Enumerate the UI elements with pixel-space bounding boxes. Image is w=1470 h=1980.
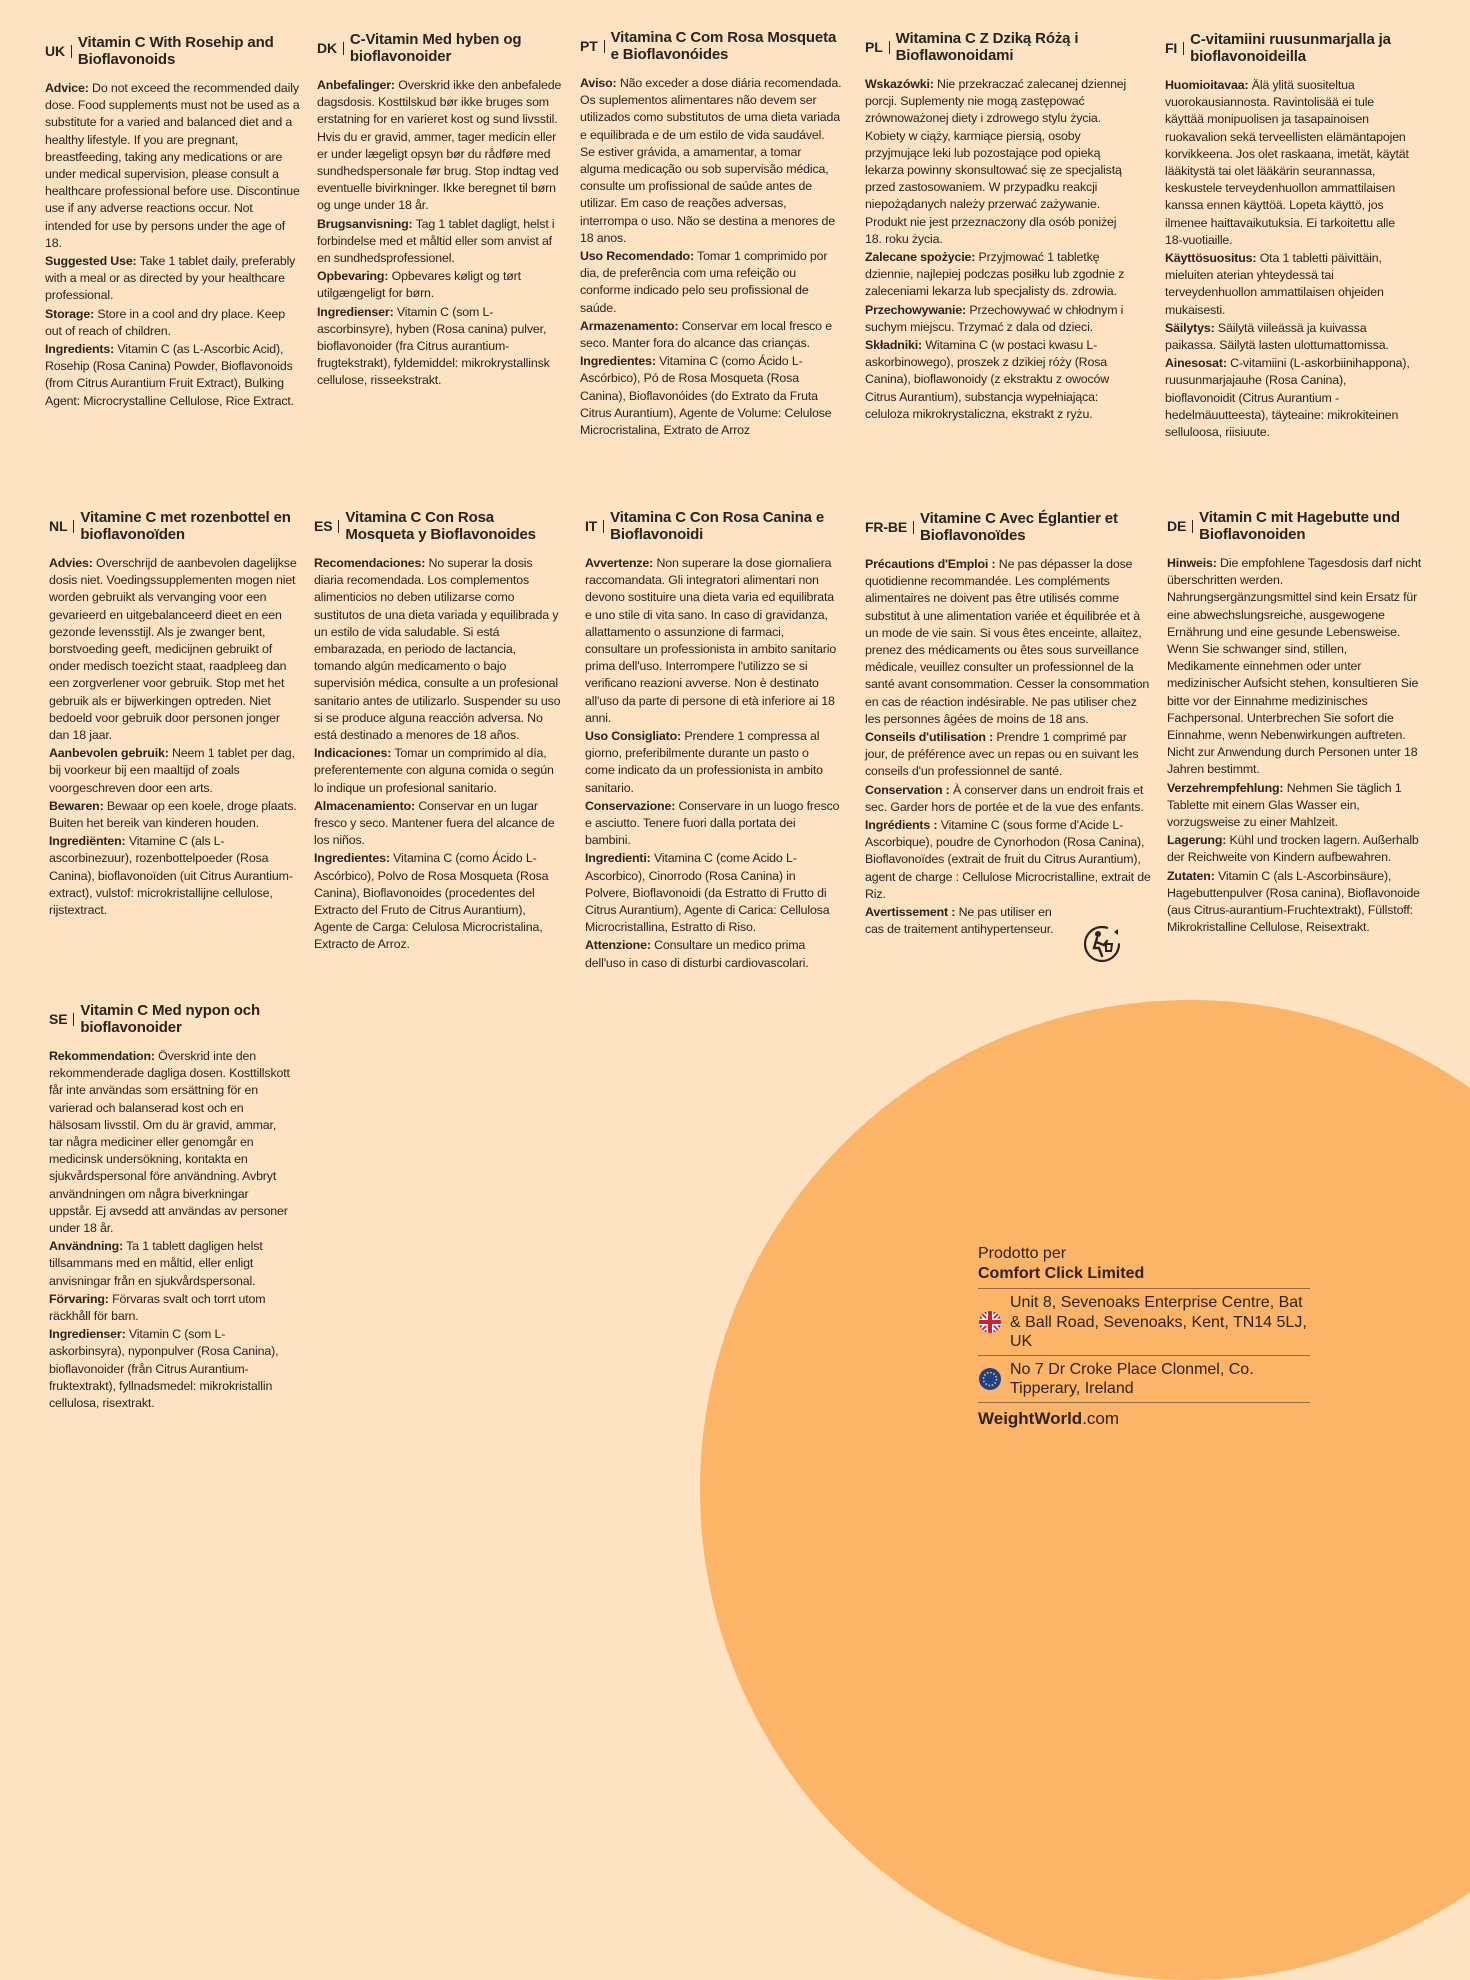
panel-title: Vitamina C Com Rosa Mosqueta e Bioflavonóides — [610, 29, 837, 63]
panel-header — [1165, 31, 1415, 65]
panel-header — [49, 1002, 293, 1036]
advice-paragraph: Huomioitavaa: Älä ylitä suositeltua vuorokausiannosta. Ravintolisää ei tule käyttää monipuolisen ja tasapainoisen ruokavalion sekä terveellisten elämäntapojen korvikkeena. Jos olet raskaana, imetät, käytät lääkitystä tai olet lääkärin seurannassa, keskustele terveydenhuollon ammattilaisen kanssa ennen käyttöä. Lopeta käyttö, jos ilmenee haittavaikutuksia. Ei tarkoitettu alle 18-vuotiaille. — [1165, 78, 1409, 247]
usage-paragraph: Käyttösuositus: Ota 1 tabletti päivittäin, mieluiten aterian yhteydessä tai terveydenhuollon ammattilaisen ohjeiden mukaisesti. — [1165, 251, 1384, 317]
storage-paragraph: Säilytys: Säilytä viileässä ja kuivassa paikassa. Säilytä lasten ulottumattomissa. — [1165, 320, 1389, 353]
advice-paragraph: Advies: Overschrijd de aanbevolen dagelijkse dosis niet. Voedingssupplementen mogen niet worden gebruikt als vervanging voor een gevarieerd en uitgebalanceerd dieet en een gezonde levensstijl. Als je zwanger bent, borstvoeding geeft, medicijnen gebruikt of onder medisch toezicht staat, raadpleeg dan een zorgverlener voor gebruik. Stop met het gebruik als er bijwerkingen optreden. Niet bedoeld voor gebruik door personen jonger dan 18 jaar. — [49, 556, 297, 743]
storage-paragraph: Lagerung: Kühl und trocken lagern. Außerhalb der Reichweite von Kindern aufbewahren. — [1167, 833, 1419, 865]
country-code: NL — [49, 520, 74, 533]
usage-paragraph: Uso Consigliato: Prendere 1 compressa al giorno, preferibilmente durante un pasto o come indicato da un professionista in ambito sanitario. — [585, 729, 823, 795]
ingredients-paragraph: Zutaten: Vitamin C (als L-Ascorbinsäure), Hagebuttenpulver (Rosa canina), Bioflavonoide (aus Citrus-aurantium-Fruchtextrakt), Füllstoff: Mikrokristalline Cellulose, Reisextrakt. — [1167, 868, 1420, 935]
country-code: UK — [45, 45, 72, 58]
panel-header — [580, 29, 842, 63]
usage-paragraph: Uso Recomendado: Tomar 1 comprimido por dia, de preferência com uma refeição ou conforme indicado pelo seu profissional de saúde. — [580, 249, 828, 315]
uk-flag-icon — [978, 1310, 1002, 1334]
made-by-label: Prodotto per — [978, 1245, 1067, 1262]
ie-address-block — [978, 1355, 1310, 1402]
advice-paragraph: Recomendaciones: No superar la dosis diaria recomendada. Los complementos alimenticios no deben utilizarse como sustitutos de una dieta variada y equilibrada y un estilo de vida saludable. Si está embarazada, en periodo de lactancia, tomando algún medicamento o bajo supervisión médica, consulte a un profesional sanitario antes de utilizarlo. Suspender su uso si se produce alguna reacción adversa. No está destinado a menores de 18 años. — [314, 556, 561, 743]
usage-paragraph: Användning: Ta 1 tablett dagligen helst tillsammans med en måltid, eller enligt anvisningar från en sjukvårdspersonal. — [49, 1239, 263, 1288]
advice-paragraph: Wskazówki: Nie przekraczać zalecanej dziennej porcji. Suplementy nie mogą zastępować zrównoważonej diety i zdrowego stylu życia. Kobiety w ciąży, karmiące piersią, osoby przyjmujące leki lub pozostające pod opieką lekarza powinny skonsultować się ze specjalistą przed zastosowaniem. W przypadku reakcji niepożądanych należy przerwać zażywanie. Produkt nie jest przeznaczony dla osób poniżej 18. roku życia. — [865, 77, 1127, 246]
advice-paragraph: Avvertenze: Non superare la dose giornaliera raccomandata. Gli integratori alimentari non devono sostituire una dieta varia ed equilibrata e uno stile di vita sano. In caso di gravidanza, allattamento o assunzione di farmaci, consultare un professionista in ambito sanitario prima dell'uso. Interrompere l'utilizzo se si verificano reazioni avverse. Non è destinato all'uso da parte di persone di età inferiore ai 18 anni. — [585, 556, 837, 725]
advice-paragraph: Advice: Do not exceed the recommended daily dose. Food supplements must not be used as a substitute for a varied and balanced diet and a healthy lifestyle. If you are pregnant, breastfeeding, taking any medications or are under medical supervision, please consult a healthcare professional before use. Discontinue use if any adverse reactions occur. Not intended for use by persons under the age of 18. — [45, 81, 300, 250]
storage-paragraph: Conservazione: Conservare in un luogo fresco e asciutto. Tenere fuori dalla portata dei bambini. — [585, 798, 840, 848]
usage-paragraph: Verzehrempfehlung: Nehmen Sie täglich 1 Tablette mit einem Glas Wasser ein, vorzugsweise zu einer Mahlzeit. — [1167, 780, 1402, 830]
ingredients-paragraph: Ingredientes: Vitamina C (como Ácido L-Ascórbico), Polvo de Rosa Mosqueta (Rosa Canina), Bioflavonoides (procedentes del Extracto del Fruto de Citrus Aurantium), Agente de Carga: Celulosa Microcristalina, Extracto de Arroz. — [314, 851, 549, 952]
uk-address: Unit 8, Sevenoaks Enterprise Centre, Bat & Ball Road, Sevenoaks, Kent, TN14 5LJ, UK — [1010, 1294, 1307, 1350]
country-code: FR-BE — [865, 521, 914, 534]
panel-pl — [865, 30, 1133, 424]
ingredients-paragraph: Ingredientes: Vitamina C (como Ácido L-Ascórbico), Pó de Rosa Mosqueta (Rosa Canina), Bioflavonóides (do Extrato da Fruta Citrus Aurantium), Agente de Volume: Celulose Microcristalina, Extrato de Arroz — [580, 354, 832, 438]
storage-paragraph: Bewaren: Bewaar op een koele, droge plaats. Buiten het bereik van kinderen houden. — [49, 798, 297, 831]
ingredients-paragraph: Ainesosat: C-vitamiini (L-askorbiinihappona), ruusunmarjajauhe (Rosa Canina), bioflavonoidit (Citrus Aurantium -hedelmäuutteesta), täyteaine: mikrokiteinen selluloosa, riisiuute. — [1165, 356, 1410, 440]
panel-header — [865, 30, 1133, 64]
panel-fr-be — [865, 510, 1151, 939]
panel-header — [317, 31, 567, 65]
advice-paragraph: Rekommendation: Överskrid inte den rekommenderade dagliga dosen. Kosttillskott får inte användas som ersättning för en varierad och balanserad kost och en hälsosam livsstil. Om du är gravid, ammar, tar några mediciner eller genomgår en medicinsk undersökning, kontakta en sjukvårdspersonal före användning. Avbryt användningen om några biverkningar uppstår. Ej avsedd att användas av personer under 18 år. — [49, 1049, 290, 1236]
storage-paragraph: Opbevaring: Opbevares køligt og tørt utilgængeligt for børn. — [317, 269, 521, 301]
ingredients-paragraph: Składniki: Witamina C (w postaci kwasu L-askorbinowego), proszek z dzikiej róży (Rosa Canina), bioflawonoidy (z ekstraktu z owoców Citrus Aurantium), substancja wypełniająca: celuloza mikrokrystaliczna, ekstrakt z ryżu. — [865, 338, 1110, 421]
panel-header — [45, 34, 300, 68]
advice-paragraph: Hinweis: Die empfohlene Tagesdosis darf nicht überschritten werden. Nahrungsergänzungsmittel sind kein Ersatz für eine abwechslungsreiche, ausgewogene Ernährung und eine gesunde Lebensweise. Wenn Sie schwanger sind, stillen, Medikamente einnehmen oder unter medizinischer Aufsicht stehen, konsultieren Sie bitte vor der Einnahme medizinisches Fachpersonal. Unterbrechen Sie sofort die Einnahme, wenn Nebenwirkungen auftreten. Nicht zur Anwendung durch Personen unter 18 Jahren bestimmt. — [1167, 556, 1422, 777]
storage-paragraph: Förvaring: Förvaras svalt och torrt utom räckhåll för barn. — [49, 1291, 266, 1324]
panel-header — [314, 509, 564, 543]
usage-paragraph: Indicaciones: Tomar un comprimido al día, preferentemente con alguna comida o según lo indique un profesional sanitario. — [314, 746, 554, 795]
panel-fi — [1165, 31, 1415, 442]
panel-uk — [45, 34, 300, 411]
usage-paragraph: Brugsanvisning: Tag 1 tablet dagligt, helst i forbindelse med et måltid eller som anvist af en sundhedsprofessionel. — [317, 216, 555, 266]
panel-header — [865, 510, 1151, 544]
storage-paragraph: Almacenamiento: Conservar en un lugar fresco y seco. Mantener fuera del alcance de los niños. — [314, 798, 555, 848]
ingredients-paragraph: Ingrediënten: Vitamine C (als L-ascorbinezuur), rozenbottelpoeder (Rosa Canina), bioflavonoïden (uit Citrus Aurantium-extract), vulstof: microkristallijne cellulose, rijstextract. — [49, 834, 293, 918]
ie-address: No 7 Dr Croke Place Clonmel, Co. Tipperary, Ireland — [1010, 1360, 1254, 1397]
country-code: PL — [865, 41, 890, 54]
panel-nl — [49, 509, 297, 920]
ingredients-paragraph: Ingredienti: Vitamina C (come Acido L-Ascorbico), Cinorrodo (Rosa Canina) in Polvere, Bioflavonoidi (da Estratto di Frutto di Citrus Aurantium), Agente di Carica: Cellulosa Microcristallina, Estratto di Riso. — [585, 851, 830, 935]
country-code: DK — [317, 42, 344, 55]
panel-title: Witamina C Z Dziką Różą i Bioflawonoidami — [895, 30, 1079, 64]
panel-de — [1167, 509, 1423, 937]
usage-paragraph: Conseils d'utilisation : Prendre 1 comprimé par jour, de préférence avec un repas ou en suivant les conseils d'un professionnel de santé. — [865, 730, 1139, 779]
ingredients-paragraph: Ingrédients : Vitamine C (sous forme d'Acide L-Ascorbique), poudre de Cynorhodon (Rosa Canina), Bioflavonoïdes (extrait de fruit du Citrus Aurantium), agent de charge : Cellulose Microcristalline, extrait de Riz. — [865, 818, 1151, 901]
panel-pt — [580, 29, 842, 440]
panel-title: Vitamine C Avec Églantier et Bioflavonoïdes — [920, 510, 1118, 544]
ingredients-paragraph: Ingredienser: Vitamin C (som L-askorbinsyra), nyponpulver (Rosa Canina), bioflavonoider (från Citrus Aurantium-fruktextrakt), fyllnadsmedel: mikrokristallin cellulosa, risextrakt. — [49, 1327, 279, 1411]
company-name: Comfort Click Limited — [978, 1265, 1145, 1282]
panel-title: Vitamina C Con Rosa Canina e Bioflavonoidi — [610, 509, 825, 543]
uk-address-block — [978, 1288, 1310, 1355]
usage-paragraph: Aanbevolen gebruik: Neem 1 tablet per dag, bij voorkeur bij een maaltijd of zoals voorgeschreven door een arts. — [49, 746, 295, 795]
panel-header — [585, 509, 840, 543]
storage-paragraph: Storage: Store in a cool and dry place. Keep out of reach of children. — [45, 306, 285, 338]
panel-header — [49, 509, 297, 543]
panel-title: Vitamina C Con Rosa Mosqueta y Bioflavonoides — [345, 509, 536, 543]
panel-title: Vitamine C met rozenbottel en bioflavonoïden — [80, 509, 291, 543]
country-code: DE — [1167, 520, 1193, 533]
advice-paragraph: Anbefalinger: Overskrid ikke den anbefalede dagsdosis. Kosttilskud bør ikke bruges som erstatning for en varieret kost og sund livsstil. Hvis du er gravid, ammer, tager medicin eller er under lægeligt opsyn bør du rådføre med sundhedspersonale før brug. Stop indtag ved eventuelle bivirkninger. Ikke beregnet til børn og unge under 18 år. — [317, 78, 562, 213]
website-link[interactable]: WeightWorld.com — [978, 1402, 1310, 1429]
usage-paragraph: Suggested Use: Take 1 tablet daily, preferably with a meal or as directed by your healthcare professional. — [45, 254, 296, 303]
warning-paragraph: Attenzione: Consultare un medico prima dell'uso in caso di disturbi cardiovascolari. — [585, 938, 809, 970]
panel-se — [49, 1002, 293, 1413]
usage-paragraph: Zalecane spożycie: Przyjmować 1 tabletkę dziennie, najlepiej podczas posiłku lub zgodnie z zaleceniami lekarza lub specjalisty ds. zdrowia. — [865, 250, 1125, 299]
panel-title: C-Vitamin Med hyben og bioflavonoider — [349, 31, 522, 65]
panel-title: Vitamin C Med nypon och bioflavonoider — [80, 1002, 261, 1036]
panel-es — [314, 509, 564, 955]
warning-paragraph: Avertissement : Ne pas utiliser en cas de traitement antihypertenseur. — [865, 905, 1054, 937]
panel-title: Vitamin C With Rosehip and Bioflavonoids — [77, 34, 274, 68]
company-info — [978, 1244, 1310, 1429]
panel-title: Vitamin C mit Hagebutte und Bioflavonoiden — [1199, 509, 1400, 543]
storage-paragraph: Conservation : À conserver dans un endroit frais et sec. Garder hors de portée et de la vue des enfants. — [865, 782, 1144, 814]
country-code: PT — [580, 40, 605, 53]
advice-paragraph: Aviso: Não exceder a dose diária recomendada. Os suplementos alimentares não devem ser utilizados como substitutos de uma dieta variada e equilibrada e de um estilo de vida saudável. Se estiver grávida, a amamentar, a tomar alguma medicação ou sob supervisão médica, consulte um profissional de saúde antes de utilizar. Em caso de reações adversas, interrompa o uso. Não se destina a menores de 18 anos. — [580, 76, 842, 245]
decorative-orange-circle — [700, 1000, 1470, 1980]
ingredients-paragraph: Ingredienser: Vitamin C (som L-ascorbinsyre), hyben (Rosa canina) pulver, bioflavonoider (fra Citrus aurantium-frugtekstrakt), fyldemiddel: mikrokrystallinsk cellulose, risseekstrakt. — [317, 304, 550, 388]
storage-paragraph: Armazenamento: Conservar em local fresco e seco. Manter fora do alcance das crianças. — [580, 318, 832, 351]
panel-title: C-vitamiini ruusunmarjalla ja bioflavonoideilla — [1190, 31, 1391, 65]
country-code: ES — [314, 520, 339, 533]
panel-dk — [317, 31, 567, 391]
panel-header — [1167, 509, 1423, 543]
country-code: FI — [1165, 42, 1184, 55]
tidyman-recycle-icon — [1082, 924, 1122, 964]
country-code: SE — [49, 1013, 74, 1026]
panel-it — [585, 509, 840, 973]
advice-paragraph: Précautions d'Emploi : Ne pas dépasser la dose quotidienne recommandée. Les compléments alimentaires ne doivent pas être utilisés comme substitut à une alimentation variée et équilibrée et à un mode de vie sain. Si vous êtes enceinte, allaitez, prenez des médicaments ou êtes sous surveillance médicale, veuillez consulter un professionnel de la santé avant consommation. Cesser la consommation en cas de réaction indésirable. Ne pas utiliser chez les personnes âgées de moins de 18 ans. — [865, 557, 1150, 726]
ingredients-paragraph: Ingredients: Vitamin C (as L-Ascorbic Acid), Rosehip (Rosa Canina) Powder, Bioflavonoids (from Citrus Aurantium Fruit Extract), Bulking Agent: Microcrystalline Cellulose, Rice Extract. — [45, 342, 294, 408]
country-code: IT — [585, 520, 604, 533]
eu-flag-icon — [978, 1367, 1002, 1391]
storage-paragraph: Przechowywanie: Przechowywać w chłodnym i suchym miejscu. Trzymać z dala od dzieci. — [865, 302, 1124, 334]
